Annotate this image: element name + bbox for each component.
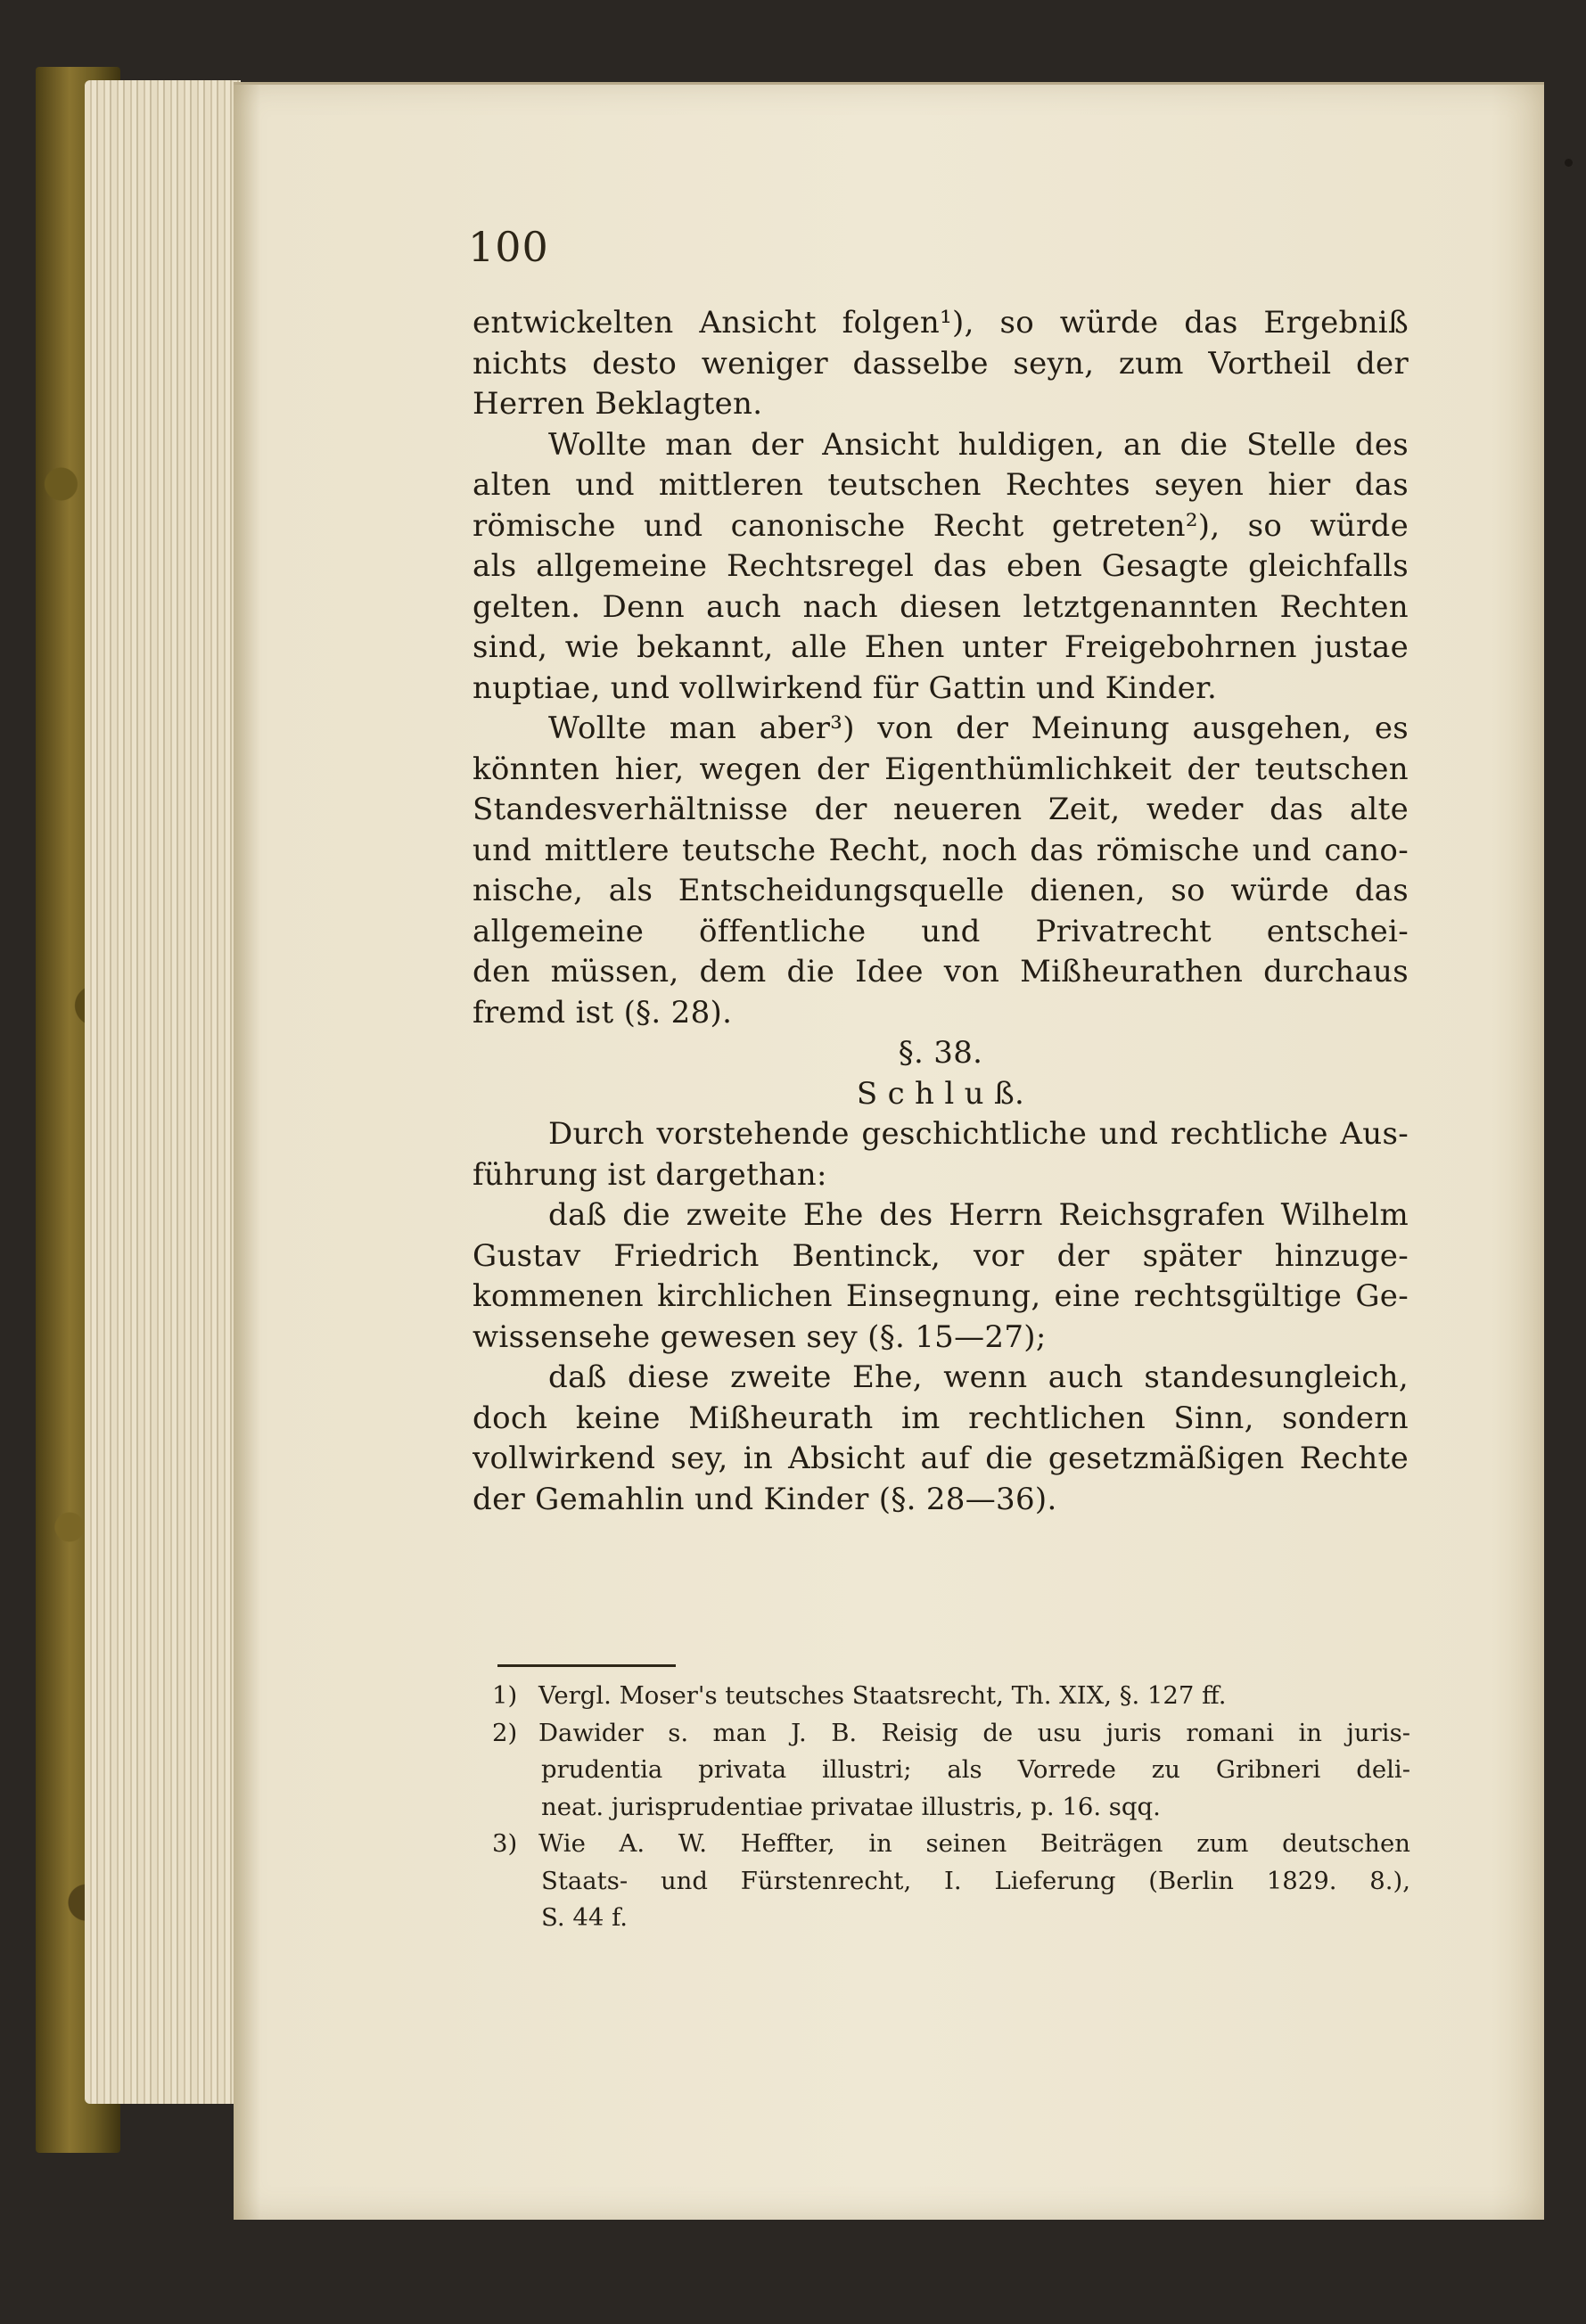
footnote-line (492, 1678, 1410, 1715)
footnote-line (492, 1715, 1410, 1753)
text-line: doch keine Mißheurath im rechtlichen Sinn, sondern (473, 1400, 1409, 1436)
text-line: entwickelten Ansicht folgen¹), so würde das Ergebniß (473, 305, 1409, 341)
footnote-number: 1) (492, 1681, 518, 1710)
text-line: nuptiae, und vollwirkend für Gattin und Kinder. (473, 669, 1218, 706)
text-line: vollwirkend sey, in Absicht auf die gesetzmäßigen Rechte (473, 1441, 1409, 1476)
text-line: nische, als Entscheidungsquelle dienen, so würde das (473, 873, 1409, 908)
text-line: als allgemeine Rechtsregel das eben Gesagte gleichfalls (473, 548, 1409, 584)
footnote-text: Staats- und Fürstenrecht, I. Lieferung (Berlin 1829. 8.), (541, 1866, 1410, 1895)
text-line: fremd ist (§. 28). (473, 994, 733, 1031)
text-line: nichts desto weniger dasselbe seyn, zum Vortheil der (473, 345, 1409, 382)
text-line: kommenen kirchlichen Einsegnung, eine rechtsgültige Ge- (473, 1278, 1409, 1314)
page-top-edge (234, 82, 1544, 85)
footnote-text: neat. jurisprudentiae privatae illustris, p. 16. sqq. (541, 1792, 1161, 1821)
text-line: daß diese zweite Ehe, wenn auch standesungleich, (548, 1359, 1409, 1395)
footnote-line (492, 1789, 1410, 1827)
footnote-line (492, 1752, 1410, 1789)
text-line: alten und mittleren teutschen Rechtes seyen hier das (473, 467, 1409, 503)
text-line: führung ist dargethan: (473, 1156, 827, 1193)
page-number: 100 (468, 223, 549, 271)
text-line: Wollte man der Ansicht huldigen, an die Stelle des (548, 426, 1409, 463)
footnote-line (492, 1900, 1410, 1937)
text-line: könnten hier, wegen der Eigenthümlichkeit der teutschen (473, 751, 1409, 787)
section-heading: §. 38. (898, 1035, 983, 1071)
footnote-text: Wie A. W. Heffter, in seinen Beiträgen zum deutschen (538, 1829, 1410, 1858)
margin-mark (1565, 159, 1573, 167)
footnote-text: S. 44 f. (541, 1903, 629, 1932)
footnotes (492, 1678, 1410, 1937)
page-edges (85, 80, 241, 2104)
text-line: Wollte man aber³) von der Meinung ausgehen, es (548, 710, 1409, 746)
text-line: gelten. Denn auch nach diesen letztgenannten Rechten (473, 588, 1409, 625)
text-line: und mittlere teutsche Recht, noch das römische und cano- (473, 832, 1409, 868)
text-line: römische und canonische Recht getreten²), so würde (473, 507, 1409, 544)
text-line: der Gemahlin und Kinder (§. 28—36). (473, 1481, 1057, 1517)
text-line: Gustav Friedrich Bentinck, vor der später hinzuge- (473, 1237, 1409, 1274)
text-line: Herren Beklagten. (473, 386, 763, 422)
text-line: Durch vorstehende geschichtliche und rechtliche Aus- (548, 1116, 1409, 1152)
footnote-text: prudentia privata illustri; als Vorrede zu Gribneri deli- (541, 1755, 1410, 1784)
section-heading: S c h l u ß. (856, 1075, 1025, 1112)
footnote-text: Vergl. Moser's teutsches Staatsrecht, Th. XIX, §. 127 ff. (538, 1681, 1227, 1710)
text-line: den müssen, dem die Idee von Mißheurathen durchaus (473, 954, 1409, 990)
text-line: daß die zweite Ehe des Herrn Reichsgrafen Wilhelm (548, 1197, 1409, 1233)
footnote-line (492, 1826, 1410, 1863)
footnote-number: 3) (492, 1829, 518, 1858)
text-line: Standesverhältnisse der neueren Zeit, weder das alte (473, 792, 1409, 827)
footnote-text: Dawider s. man J. B. Reisig de usu juris romani in juris- (538, 1718, 1410, 1747)
footnote-number: 2) (492, 1718, 518, 1747)
text-line: wissensehe gewesen sey (§. 15—27); (473, 1318, 1047, 1355)
main-text (473, 303, 1409, 1520)
text-line: sind, wie bekannt, alle Ehen unter Freigebohrnen justae (473, 629, 1409, 665)
footnote-rule (497, 1664, 676, 1667)
footnote-line (492, 1863, 1410, 1901)
text-line: allgemeine öffentliche und Privatrecht entschei- (473, 913, 1409, 949)
